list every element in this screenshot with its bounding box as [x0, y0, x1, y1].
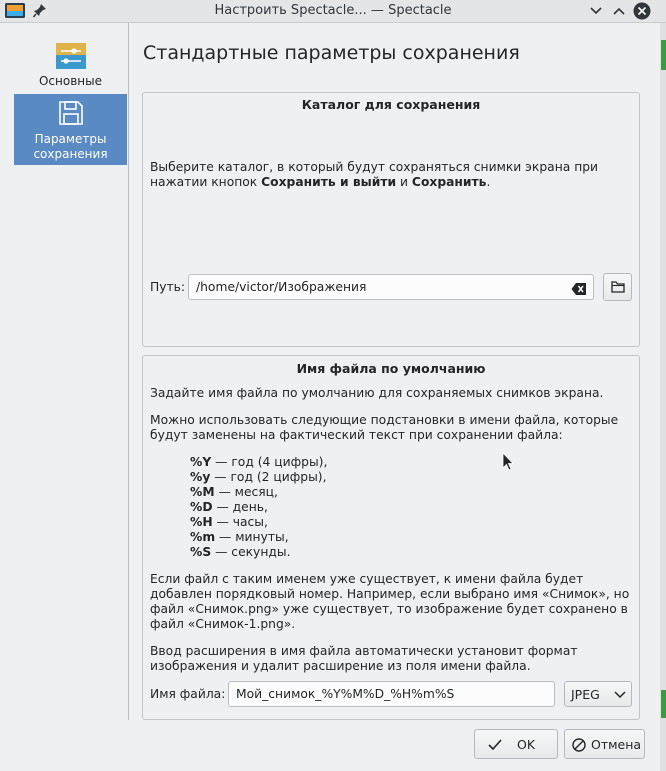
close-icon	[633, 2, 651, 20]
placeholder-list	[190, 455, 327, 560]
cancel-icon	[572, 738, 586, 752]
background-window-edge	[661, 690, 666, 718]
placeholder-code: %M	[190, 485, 215, 499]
save-directory-description	[150, 160, 634, 190]
cancel-button[interactable]	[564, 729, 645, 759]
general-settings-icon	[55, 42, 87, 70]
save-icon	[58, 100, 84, 126]
minimize-button[interactable]	[587, 2, 605, 20]
description-text: .	[486, 175, 491, 189]
placeholder-desc: — день,	[212, 500, 268, 514]
chevron-down-icon	[587, 2, 605, 20]
placeholder-code: %y	[190, 470, 211, 484]
chevron-down-icon	[614, 691, 626, 699]
title-bar	[0, 0, 666, 23]
default-filename-title: Имя файла по умолчанию	[296, 361, 486, 376]
placeholder-desc: — часы,	[212, 515, 268, 529]
page-title: Стандартные параметры сохранения	[143, 42, 520, 64]
browse-folder-button[interactable]	[603, 273, 632, 301]
placeholder-code: %H	[190, 515, 213, 529]
placeholder-desc: — месяц,	[214, 485, 278, 499]
placeholder-code: %S	[190, 545, 212, 559]
sidebar-item-label: Параметры сохранения	[33, 132, 108, 161]
cancel-label: Отмена	[591, 737, 642, 752]
mouse-cursor-icon	[502, 452, 514, 472]
sidebar	[0, 23, 129, 720]
save-ref: Сохранить	[411, 175, 487, 189]
save-directory-group	[142, 92, 640, 347]
sidebar-item-general[interactable]	[14, 37, 127, 93]
placeholder-desc: — минуты,	[215, 530, 289, 544]
default-filename-group	[142, 355, 640, 720]
substitution-intro: Можно использовать следующие подстановки в имени файла, которые будут заменены на фактический текст при сохранении файла:	[150, 413, 619, 442]
description-text: и	[396, 175, 412, 189]
maximize-button[interactable]	[610, 2, 628, 20]
folder-icon	[611, 281, 625, 293]
format-value: JPEG	[571, 687, 600, 702]
path-value: /home/victor/Изображения	[196, 280, 367, 294]
file-exists-note: Если файл с таким именем уже существует, к имени файла будет добавлен порядковый номер. Например, если выбрано имя «Снимок», но файл «Снимок.png» уже существует, то изображение будет сохранено в файл «Снимок-1.png».	[150, 572, 630, 631]
placeholder-desc: — секунды.	[211, 545, 291, 559]
sidebar-item-save[interactable]	[14, 94, 127, 165]
save-directory-title: Каталог для сохранения	[301, 97, 481, 112]
placeholder-desc: — год (4 цифры),	[211, 455, 328, 469]
background-window-edge	[661, 40, 666, 70]
sidebar-item-label: Основные	[38, 74, 102, 88]
extension-note: Ввод расширения в имя файла автоматически установит формат изображения и удалит расширение из поля имени файла.	[150, 644, 578, 673]
list-item	[190, 485, 327, 500]
format-select[interactable]	[564, 681, 632, 707]
list-item	[190, 515, 327, 530]
list-item	[190, 530, 327, 545]
list-item	[190, 455, 327, 470]
placeholder-desc: — год (2 цифры),	[210, 470, 327, 484]
list-item	[190, 500, 327, 515]
background-window-edge	[660, 23, 666, 771]
list-item	[190, 470, 327, 485]
description-text: Выберите каталог, в который будут сохраняться снимки экрана при нажатии кнопок	[150, 160, 599, 189]
checkmark-icon	[488, 739, 502, 751]
filename-input[interactable]	[228, 681, 555, 707]
placeholder-code: %m	[190, 530, 216, 544]
filename-label: Имя файла:	[150, 687, 226, 701]
close-window-button[interactable]	[633, 2, 651, 20]
chevron-up-icon	[610, 2, 628, 20]
placeholder-code: %D	[190, 500, 213, 514]
placeholder-code: %Y	[190, 455, 212, 469]
ok-label: OK	[517, 737, 536, 752]
ok-button[interactable]	[474, 729, 558, 759]
filename-intro: Задайте имя файла по умолчанию для сохраняемых снимков экрана.	[150, 386, 604, 400]
filename-value: Мой_снимок_%Y%M%D_%H%m%S	[236, 687, 455, 701]
save-and-exit-ref: Сохранить и выйти	[261, 175, 397, 189]
path-input[interactable]	[188, 274, 594, 300]
list-item	[190, 545, 327, 560]
clear-input-icon[interactable]	[571, 280, 587, 294]
path-label: Путь:	[150, 280, 186, 294]
window-title: Настроить Spectacle... — Spectacle	[214, 3, 452, 18]
